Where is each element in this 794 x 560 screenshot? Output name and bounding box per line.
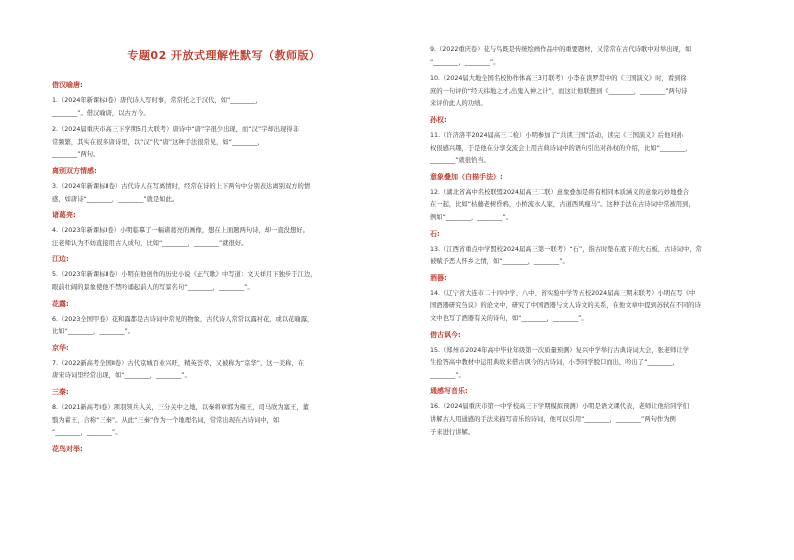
question-item <box>430 73 772 111</box>
question-line: 7.（2022新高考全国Ⅱ卷）古代京城百业兴旺，精英荟萃，又被称为“京华”，这一美称，在 <box>52 359 305 367</box>
question-line: 被赋予恶人怀乡之情，如“________，________”。 <box>430 258 569 266</box>
question-line: 12.（湖北省高中名校联盟2024届高三二联）意象叠加是将有相同本质涵义的意象巧妙地叠合 <box>430 188 690 196</box>
section-heading: 孙权: <box>430 116 447 124</box>
question-item <box>430 187 772 225</box>
section-heading: 酒器: <box>430 273 447 282</box>
question-line: 权很感兴趣，于是他在分享交流会上用古典诗词中的语句引出对孙权的介绍，比如“________， <box>430 144 692 152</box>
question-item <box>52 95 396 120</box>
question-line: 来评价此人的功绩。 <box>430 100 487 108</box>
section-heading: 诸葛亮: <box>52 211 76 220</box>
question-line: 比如“________，________”。 <box>52 328 135 336</box>
question-line: 庶的一句评价“经天纬地之才,出鬼入神之计”，而这让他联想到《________，________”两句诗 <box>430 87 688 95</box>
section-heading: 三秦: <box>52 388 69 396</box>
section-heading: 花鸟对举: <box>52 444 83 453</box>
question-line: 感，如唐诗“________，________”就是如此。 <box>52 195 179 203</box>
question-line: ________”。借汉喻唐，以古方今。 <box>52 109 150 117</box>
question-item <box>430 130 772 168</box>
question-line: 10.（2024届大地全国名校协作体高三3月联考）小李在读罗贯中的《三国演义》时，看到徐 <box>430 75 687 83</box>
section-heading: 石: <box>430 229 440 238</box>
question-item <box>430 244 772 269</box>
question-line: 文中也写了酒器有关的诗句，如“________，________”。 <box>430 314 588 322</box>
question-item <box>52 314 396 339</box>
section-heading: 意象叠加（白描手法）: <box>430 172 503 181</box>
question-line: 5.（2023年新课标Ⅱ卷）小明在他创作的历史小说《正气歌》中写道：文天祥月下独步于江边， <box>52 271 317 279</box>
section-heading: 花露: <box>52 299 69 308</box>
section-heading: 京华: <box>52 343 69 352</box>
question-line: ________”两句。 <box>52 151 100 159</box>
question-item <box>52 402 396 440</box>
question-line: 6.（2023全国甲卷）花和露都是古诗词中常见的物象，古代诗人常常以露衬花，或以花喻露， <box>52 315 314 323</box>
question-line: ________”。 <box>430 371 465 379</box>
question-line: 13.（江西省重点中学盟校2024届高三第一联考）“石”，指古时垫在底下的大石板，古诗词中，常 <box>430 245 702 253</box>
question-line: 15.（郑州市2024年高中毕业年级第一次质量预测）复兴中学举行古典诗词大会，张老师让学 <box>430 346 690 354</box>
question-line: 讲解古人用通感的手法来描写音乐的诗词，他可以引用“________，________”两句作为例 <box>430 415 676 423</box>
question-line: 8.（2021新高考Ⅰ卷）项羽领兵入关，三分关中之地，以秦将章邯为雍王，司马欣为塞王，董 <box>52 404 309 411</box>
question-line: 国酒器研究刍议》的论文中，研究了中国酒器与文人诗文的关系，在他文章中提到苏轼在不同的诗 <box>430 302 701 310</box>
question-line: ________”就很恰当。 <box>430 157 490 165</box>
question-line: 在一起，比如“枯藤老树昏鸦，小桥流水人家，古道西风瘦马”。这种手法在古诗词中常被用到， <box>430 201 695 209</box>
question-item <box>52 269 396 294</box>
question-line: “________，________”。 <box>430 58 500 66</box>
section-heading: 通感写音乐: <box>430 387 468 396</box>
question-item <box>52 124 396 162</box>
question-item <box>52 225 396 250</box>
question-line: 11.（许济洛平2024届高三二检）小明参加了“共读三国”活动，读完《三国演义》后他对孙 <box>430 132 683 139</box>
section-heading: 借古讽今: <box>430 330 461 339</box>
document-title: 专题02 开放式理解性默写（教师版） <box>127 49 321 62</box>
question-line: 9.（2022重庆卷）花与鸟既是传统绘画作品中的重要题材，又常常在古代诗歌中对举出现，如 <box>430 46 692 53</box>
question-line: 生抢答高中教材中运用典故来借古讽今的古诗词，小李同学脱口而出，吟出了“________， <box>430 359 679 367</box>
question-line: 汪老师认为不妨直接用古人成句，比如“________，________”就很好。 <box>52 239 248 247</box>
question-line: 常频繁，其实在很多唐诗里，以“汉”代“唐”这种手法很常见，如“________， <box>52 138 264 146</box>
question-item <box>52 181 396 206</box>
question-item <box>430 401 772 439</box>
question-line: 14.（辽宁省大连市二十四中学、八中、省实验中学等五校2024届高三期末联考）小明在写《中 <box>430 289 696 297</box>
question-item <box>52 358 396 383</box>
section-heading: 借汉喻唐: <box>52 81 83 89</box>
question-line: 16.（2024届重庆市第一中学校高三下学期模拟预测）小明是语文课代表，老师让他给同学们 <box>430 403 690 411</box>
question-line: 2.（2024届重庆市高三下学期5月大联考）唐诗中“唐”字很少出现，而“汉”字却出现得非 <box>52 126 299 134</box>
question-item <box>430 44 772 69</box>
question-item <box>430 345 772 383</box>
question-line: 眼前壮阔的景象使他不禁吟诵起前人的写景名句“________，________”。 <box>52 283 254 291</box>
question-line: “________，________”。 <box>52 429 122 437</box>
question-line: 3.（2024年新课标Ⅱ卷）古代诗人在写离情时，经常在诗的上下两句中分别表达离别双方的情 <box>52 183 311 190</box>
section-heading: 江边: <box>52 255 69 264</box>
question-line: 例如“________，________”。 <box>430 213 513 221</box>
question-line: 翳为翟王，合称“三秦”。从此“三秦”作为一个地理名词，常常出现在古诗词中，如 <box>52 416 280 424</box>
question-item <box>430 288 772 326</box>
section-heading: 离别双方情感: <box>52 167 97 175</box>
question-line: 子来进行讲解。 <box>430 428 475 436</box>
question-line: 4.（2023年新课标Ⅰ卷）小明临摹了一幅诸葛亮的画像，想在上面题两句诗，却一直没想好。 <box>52 227 309 235</box>
question-line: 1.（2024年新课标Ⅰ卷）唐代诗人写时事，常常托之于汉代，如“________， <box>52 97 262 104</box>
question-line: 唐宋诗词里经常出现，如“________，________”。 <box>52 372 191 380</box>
